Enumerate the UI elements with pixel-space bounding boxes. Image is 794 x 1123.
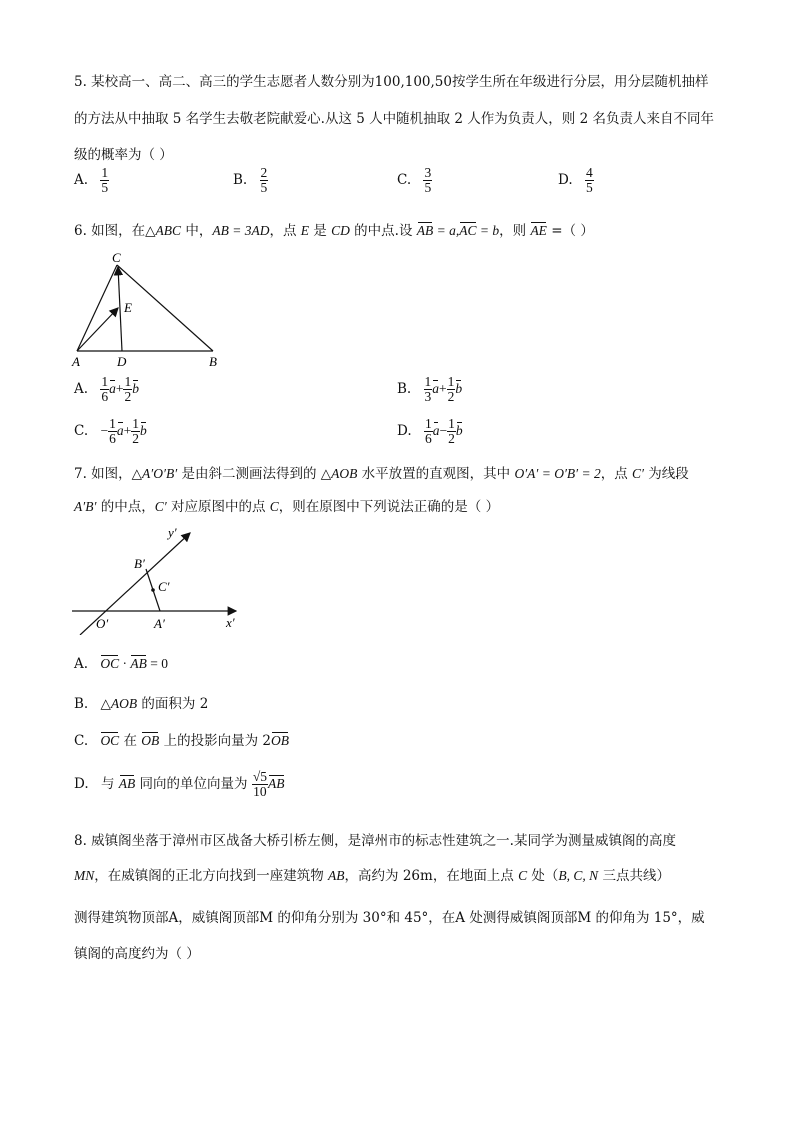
q7-option-a[interactable]: A. OC · AB = 0 — [74, 656, 168, 672]
sign: − — [100, 423, 109, 439]
option-label: D. — [397, 423, 412, 440]
q8-line-1: 8. 威镇阁坐落于漳州市区战备大桥引桥左侧，是漳州市的标志性建筑之一.某同学为测量威镇阁的高度 — [74, 833, 676, 849]
fraction: $\frac{1}{3}$ — [424, 374, 432, 405]
label-c: C — [112, 250, 121, 265]
option-label: B. — [397, 381, 412, 398]
vector-a: a — [109, 381, 116, 397]
operator: + — [439, 381, 447, 397]
label-b: B — [209, 354, 217, 369]
label-y: y′ — [168, 525, 177, 540]
label-a: A′ — [154, 616, 165, 631]
option-label: A. — [74, 381, 89, 398]
q5-option-b[interactable] — [233, 166, 268, 195]
fraction: $\frac{1}{2}$ — [132, 416, 139, 447]
fraction: $\frac{3}{5}$ — [424, 165, 432, 196]
q6-option-a[interactable] — [74, 375, 139, 404]
vector-ae — [77, 308, 118, 351]
q5-line-2: 的方法从中抽取 5 名学生去敬老院献爱心.从这 5 人中随机抽取 2 人作为负责人，则 2 名负责人来自不同年 — [74, 111, 714, 127]
q5-option-d[interactable] — [558, 166, 594, 195]
vector-ob: OB — [270, 733, 289, 748]
vector-b: b — [455, 423, 463, 439]
option-label: D. — [558, 172, 573, 189]
q6-stem: 6. 如图，在△ABC 中，AB = 3AD，点 E 是 CD 的中点.设 AB = a,AC = b，则 AE =（ ） — [74, 223, 594, 239]
q8-line-3: 测得建筑物顶部A，威镇阁顶部M 的仰角分别为 30°和 45°，在A 处测得威镇阁顶部M 的仰角为 15°，威 — [74, 910, 705, 926]
vector-a: a — [116, 423, 124, 439]
fraction: $\frac{1}{6}$ — [101, 374, 109, 405]
q7-oblique-figure — [68, 525, 248, 635]
option-label: A. — [74, 656, 89, 672]
q5-line-1: 5. 某校高一、高二、高三的学生志愿者人数分别为100,100,50按学生所在年级进行分层，用分层随机抽样 — [74, 74, 709, 90]
label-x: x′ — [226, 615, 235, 630]
vector-ab: AB — [130, 656, 147, 671]
q5-option-a[interactable] — [74, 166, 109, 195]
label-e: E — [124, 300, 132, 315]
option-label: C. — [74, 733, 89, 749]
segment-dc — [118, 267, 122, 351]
segment-ac — [77, 265, 117, 351]
option-label: C. — [397, 172, 412, 189]
fraction: $\frac{1}{5}$ — [101, 165, 109, 196]
q5-option-c[interactable] — [397, 166, 432, 195]
option-label: A. — [74, 172, 89, 189]
label-d: D — [117, 354, 127, 369]
option-label: C. — [74, 423, 89, 440]
vector-ab: AB — [268, 776, 285, 792]
vector-b: b — [139, 423, 147, 439]
operator: + — [115, 381, 124, 397]
vector-oc: OC — [100, 656, 120, 671]
label-b: B′ — [134, 556, 145, 571]
q7-option-d[interactable]: D. 与 AB 同向的单位向量为 $\frac{√5}{10}$ AB — [74, 769, 285, 800]
q7-stem-line-1: 7. 如图，△A′O′B′ 是由斜二测画法得到的 △AOB 水平放置的直观图，其中 O′A′ = O′B′ = 2，点 C′ 为线段 — [74, 466, 689, 482]
fraction: $\frac{1}{2}$ — [447, 374, 455, 405]
vector-b: b — [132, 381, 139, 397]
option-label: B. — [233, 172, 248, 189]
q7-option-b[interactable]: B. △AOB 的面积为 2 — [74, 696, 209, 712]
operator: − — [439, 423, 448, 439]
q6-option-d[interactable] — [397, 417, 463, 446]
fraction: $\frac{4}{5}$ — [585, 165, 593, 196]
fraction: $\frac{1}{6}$ — [109, 416, 116, 447]
q8-line-2: MN，在威镇阁的正北方向找到一座建筑物 AB，高约为 26m，在地面上点 C 处（B, C, N 三点共线） — [74, 868, 670, 884]
label-a: A — [72, 354, 80, 369]
vector-a: a — [432, 381, 440, 397]
vector-a: a — [432, 423, 440, 439]
vector-b: b — [455, 381, 463, 397]
q8-line-4: 镇阁的高度约为（ ） — [74, 946, 200, 962]
q6-option-c[interactable] — [74, 417, 147, 446]
label-c: C′ — [158, 579, 170, 594]
operator: + — [123, 423, 132, 439]
vector-ob: OB — [141, 733, 160, 748]
option-label: B. — [74, 696, 89, 712]
vector-oc: OC — [100, 733, 120, 748]
q7-stem-line-2: A′B′ 的中点，C′ 对应原图中的点 C，则在原图中下列说法正确的是（ ） — [74, 499, 500, 515]
fraction: $\frac{1}{2}$ — [124, 374, 132, 405]
label-o: O′ — [96, 616, 109, 631]
fraction: $\frac{√5}{10}$ — [252, 769, 267, 800]
q5-line-3: 级的概率为（ ） — [74, 147, 173, 163]
option-label: D. — [74, 776, 89, 793]
q7-option-c[interactable]: C. OC 在 OB 上的投影向量为 2OB — [74, 733, 289, 749]
fraction: $\frac{2}{5}$ — [260, 165, 268, 196]
q6-option-b[interactable] — [397, 375, 462, 404]
q6-triangle-figure — [70, 248, 230, 370]
fraction: $\frac{1}{2}$ — [448, 416, 455, 447]
fraction: $\frac{1}{6}$ — [424, 416, 432, 447]
point-c — [151, 588, 155, 592]
vector-ab: AB — [118, 776, 136, 792]
